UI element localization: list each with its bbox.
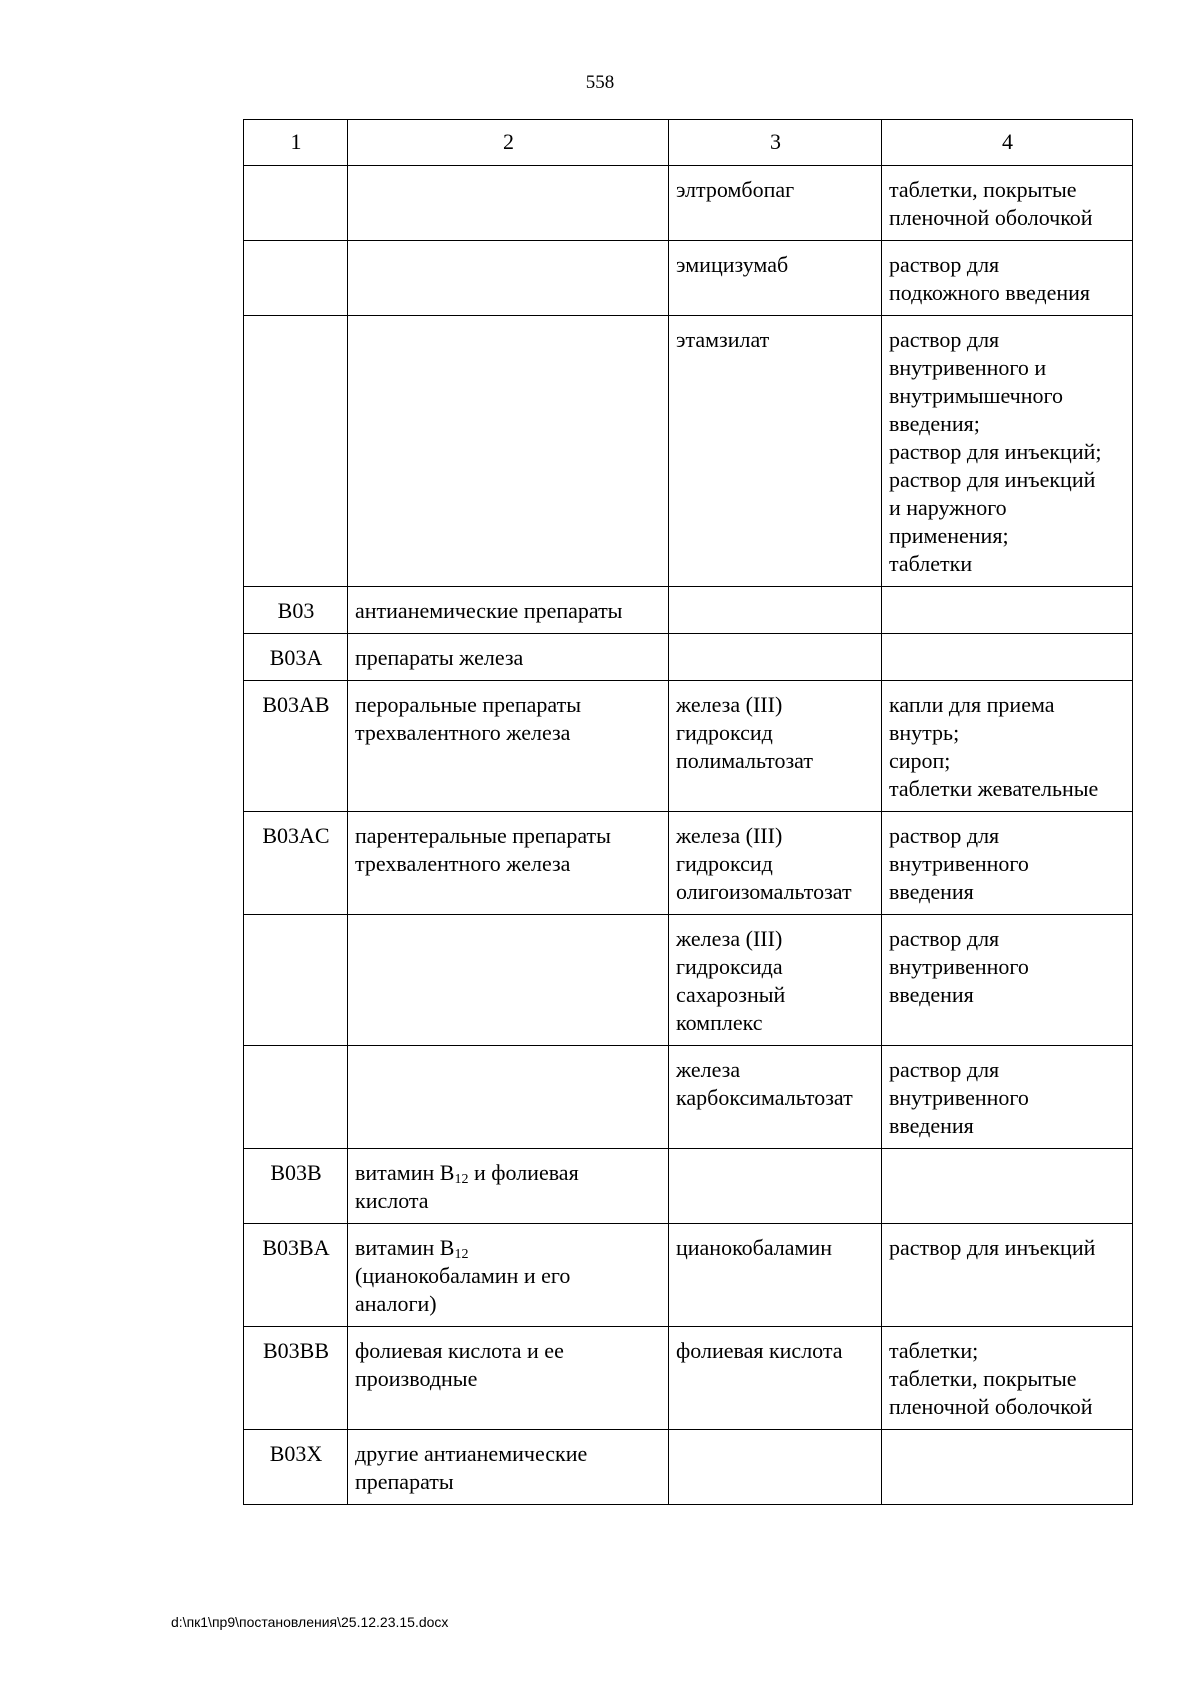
substance-text: железа (III) гидроксида сахарозный комплекс	[676, 926, 786, 1035]
dosage-form-text: раствор для внутривенного введения	[889, 1057, 1029, 1138]
group-text: парентеральные препараты трехвалентного железа	[355, 823, 611, 876]
medicinal-substance-cell	[669, 1224, 882, 1327]
medicinal-substance-cell	[669, 316, 882, 587]
anatomical-therapeutic-group-cell	[348, 316, 669, 587]
group-text	[355, 1159, 662, 1215]
dosage-form-cell	[882, 1327, 1133, 1430]
dosage-form-text: раствор для инъекций	[889, 1235, 1096, 1260]
table-row	[244, 915, 1133, 1046]
table-row	[244, 1327, 1133, 1430]
medicinal-substance-cell	[669, 1327, 882, 1430]
group-text-part: и фолиевая кислота	[355, 1160, 579, 1213]
medicinal-substance-cell	[669, 166, 882, 241]
anatomical-therapeutic-group-cell	[348, 812, 669, 915]
anatomical-therapeutic-group-cell	[348, 166, 669, 241]
substance-text: цианокобаламин	[676, 1235, 833, 1260]
group-text: пероральные препараты трехвалентного железа	[355, 692, 581, 745]
atc-code-cell	[244, 241, 348, 316]
table-row	[244, 316, 1133, 587]
group-text: фолиевая кислота и ее производные	[355, 1338, 564, 1391]
dosage-form-cell	[882, 1149, 1133, 1224]
substance-text: железа карбоксимальтозат	[676, 1057, 853, 1110]
atc-code-cell	[244, 316, 348, 587]
dosage-form-cell	[882, 1046, 1133, 1149]
table-body	[244, 166, 1133, 1505]
group-text-part: витамин B	[355, 1160, 455, 1185]
medicinal-substance-cell	[669, 915, 882, 1046]
group-text: другие антианемические препараты	[355, 1441, 588, 1494]
atc-code-cell: B03	[244, 587, 348, 634]
dosage-form-cell	[882, 634, 1133, 681]
table-row	[244, 166, 1133, 241]
dosage-form-cell	[882, 587, 1133, 634]
anatomical-therapeutic-group-cell	[348, 1046, 669, 1149]
dosage-form-text: капли для приема внутрь; сироп; таблетки жевательные	[889, 692, 1099, 801]
medicinal-substance-cell	[669, 812, 882, 915]
atc-code-cell: B03BB	[244, 1327, 348, 1430]
table-row	[244, 1046, 1133, 1149]
dosage-form-cell	[882, 1224, 1133, 1327]
header-col-2: 2	[348, 120, 669, 166]
atc-code-cell: B03BA	[244, 1224, 348, 1327]
table-row	[244, 241, 1133, 316]
medicinal-substance-cell	[669, 1046, 882, 1149]
table-row	[244, 681, 1133, 812]
atc-code-cell	[244, 1046, 348, 1149]
page-number: 558	[585, 72, 615, 93]
dosage-form-cell	[882, 166, 1133, 241]
atc-code-cell: B03AB	[244, 681, 348, 812]
dosage-form-cell	[882, 812, 1133, 915]
group-text: препараты железа	[355, 645, 524, 670]
dosage-form-text: раствор для подкожного введения	[889, 252, 1091, 305]
dosage-form-cell	[882, 915, 1133, 1046]
table-row	[244, 634, 1133, 681]
medicinal-substance-cell	[669, 1149, 882, 1224]
atc-code-cell	[244, 166, 348, 241]
atc-code-cell: B03AC	[244, 812, 348, 915]
dosage-form-cell	[882, 316, 1133, 587]
anatomical-therapeutic-group-cell	[348, 241, 669, 316]
substance-text: этамзилат	[676, 327, 770, 352]
dosage-form-text: раствор для внутривенного введения	[889, 926, 1029, 1007]
dosage-form-cell	[882, 241, 1133, 316]
vitamin-subscript: 12	[454, 1247, 469, 1262]
anatomical-therapeutic-group-cell	[348, 1224, 669, 1327]
header-col-1: 1	[244, 120, 348, 166]
substance-text: эмицизумаб	[676, 252, 789, 277]
group-text-part: витамин B	[355, 1235, 455, 1260]
header-col-4: 4	[882, 120, 1133, 166]
anatomical-therapeutic-group-cell	[348, 1430, 669, 1505]
atc-code-cell: B03B	[244, 1149, 348, 1224]
anatomical-therapeutic-group-cell	[348, 1149, 669, 1224]
dosage-form-text: раствор для внутривенного и внутримышечного введения; раствор для инъекций; раствор для инъекций и наружного применения; таблетки	[889, 327, 1102, 576]
footer-file-path: d:\пк1\пр9\постановления\25.12.23.15.docx	[171, 1614, 449, 1630]
table-row	[244, 587, 1133, 634]
header-col-3: 3	[669, 120, 882, 166]
anatomical-therapeutic-group-cell	[348, 1327, 669, 1430]
table-row	[244, 1224, 1133, 1327]
medicinal-substance-cell	[669, 681, 882, 812]
medicinal-substance-cell	[669, 587, 882, 634]
medicinal-substance-cell	[669, 634, 882, 681]
dosage-form-cell	[882, 681, 1133, 812]
group-text: антианемические препараты	[355, 598, 623, 623]
anatomical-therapeutic-group-cell	[348, 634, 669, 681]
substance-text: железа (III) гидроксид полимальтозат	[676, 692, 813, 773]
atc-code-cell	[244, 915, 348, 1046]
table-row	[244, 1149, 1133, 1224]
atc-code-cell: B03A	[244, 634, 348, 681]
substance-text: элтромбопаг	[676, 177, 795, 202]
table-row	[244, 812, 1133, 915]
dosage-form-cell	[882, 1430, 1133, 1505]
substance-text: фолиевая кислота	[676, 1338, 843, 1363]
substance-text: железа (III) гидроксид олигоизомальтозат	[676, 823, 852, 904]
drug-table	[243, 119, 1133, 1505]
dosage-form-text: раствор для внутривенного введения	[889, 823, 1029, 904]
table-row	[244, 1430, 1133, 1505]
group-text-part: (цианокобаламин и его аналоги)	[355, 1263, 571, 1316]
dosage-form-text: таблетки, покрытые пленочной оболочкой	[889, 177, 1093, 230]
medicinal-substance-cell	[669, 241, 882, 316]
group-text	[355, 1234, 662, 1318]
atc-code-cell: B03X	[244, 1430, 348, 1505]
anatomical-therapeutic-group-cell	[348, 681, 669, 812]
medicinal-substance-cell	[669, 1430, 882, 1505]
vitamin-subscript: 12	[454, 1172, 469, 1187]
dosage-form-text: таблетки; таблетки, покрытые пленочной оболочкой	[889, 1338, 1093, 1419]
header-row	[244, 120, 1133, 166]
anatomical-therapeutic-group-cell	[348, 587, 669, 634]
anatomical-therapeutic-group-cell	[348, 915, 669, 1046]
